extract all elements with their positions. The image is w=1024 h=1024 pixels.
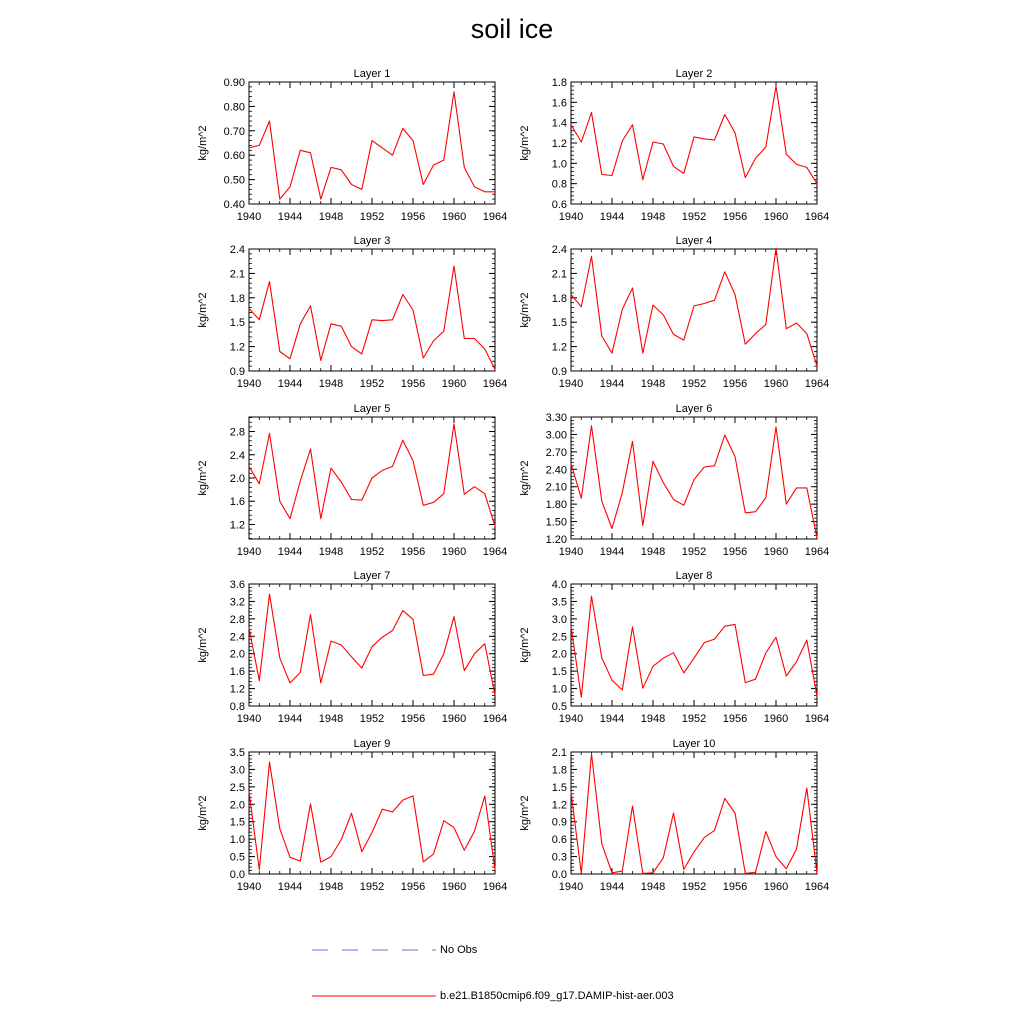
x-tick-label: 1956 (722, 713, 748, 725)
y-tick-label: 2.10 (545, 481, 567, 494)
x-tick-label: 1956 (722, 378, 748, 390)
series-line (571, 248, 817, 366)
y-tick-label: 0.5 (551, 701, 567, 713)
series-line (249, 266, 495, 369)
y-tick-label: 0.50 (223, 174, 245, 187)
x-tick-label: 1944 (599, 378, 625, 390)
plot-frame (571, 82, 817, 204)
y-tick-label: 1.2 (551, 138, 567, 150)
y-axis-label: kg/m^2 (197, 125, 209, 161)
x-tick-label: 1948 (318, 378, 344, 390)
y-tick-label: 3.5 (551, 596, 567, 609)
y-tick-label: 2.4 (229, 449, 245, 462)
y-tick-label: 1.5 (551, 317, 567, 330)
y-tick-label: 1.2 (229, 683, 245, 696)
y-tick-label: 2.1 (229, 268, 245, 281)
x-tick-label: 1940 (558, 211, 584, 223)
x-tick-label: 1944 (599, 881, 625, 893)
y-tick-label: 1.50 (545, 516, 567, 529)
panel-title: Layer 6 (675, 403, 713, 415)
x-tick-label: 1952 (681, 211, 707, 223)
chart-panel-1 (197, 68, 507, 223)
y-tick-label: 0.3 (551, 851, 567, 864)
y-tick-label: 1.8 (229, 292, 245, 305)
x-tick-label: 1948 (318, 546, 344, 558)
x-tick-label: 1944 (599, 546, 625, 558)
x-tick-label: 1956 (400, 378, 426, 390)
x-tick-label: 1952 (681, 546, 707, 558)
y-tick-label: 2.1 (551, 747, 567, 759)
y-tick-label: 3.5 (229, 747, 245, 759)
chart-panel-7 (197, 570, 507, 725)
y-axis-label: kg/m^2 (519, 627, 531, 663)
y-tick-label: 3.2 (229, 596, 245, 609)
chart-panel-5 (197, 403, 507, 558)
x-tick-label: 1952 (681, 881, 707, 893)
page-title: soil ice (470, 14, 554, 44)
x-tick-label: 1944 (599, 211, 625, 223)
x-tick-label: 1948 (640, 211, 666, 223)
y-tick-label: 1.8 (551, 292, 567, 305)
y-tick-label: 0.6 (551, 199, 567, 211)
y-tick-label: 0.80 (223, 101, 245, 114)
x-tick-label: 1956 (722, 881, 748, 893)
x-tick-label: 1960 (763, 211, 789, 223)
panel-title: Layer 10 (672, 738, 716, 750)
x-tick-label: 1964 (804, 881, 830, 893)
x-tick-label: 1944 (277, 546, 303, 558)
panel-title: Layer 1 (353, 68, 391, 80)
x-tick-label: 1960 (763, 546, 789, 558)
x-tick-label: 1956 (400, 546, 426, 558)
x-tick-label: 1960 (441, 881, 467, 893)
series-line (571, 596, 817, 697)
y-tick-label: 0.8 (551, 178, 567, 191)
y-tick-label: 3.00 (545, 429, 567, 442)
x-tick-label: 1944 (277, 378, 303, 390)
y-tick-label: 1.4 (551, 117, 567, 130)
plot-frame (571, 752, 817, 874)
legend-item-no-obs (312, 940, 477, 960)
x-tick-label: 1948 (640, 546, 666, 558)
y-tick-label: 2.0 (229, 473, 245, 485)
plot-frame (249, 584, 495, 706)
x-tick-label: 1952 (359, 546, 385, 558)
y-tick-label: 1.5 (551, 666, 567, 679)
x-tick-label: 1952 (681, 713, 707, 725)
y-tick-label: 1.20 (545, 534, 567, 546)
y-tick-label: 0.40 (223, 199, 245, 211)
y-tick-label: 1.5 (551, 781, 567, 794)
x-tick-label: 1956 (400, 713, 426, 725)
y-tick-label: 1.8 (551, 764, 567, 777)
y-tick-label: 0.60 (223, 150, 245, 163)
x-tick-label: 1964 (804, 546, 830, 558)
plot-frame (571, 249, 817, 371)
plot-frame (249, 752, 495, 874)
y-axis-label: kg/m^2 (197, 627, 209, 663)
x-tick-label: 1940 (236, 378, 262, 390)
x-tick-label: 1948 (318, 881, 344, 893)
x-tick-label: 1944 (599, 713, 625, 725)
y-tick-label: 2.0 (229, 799, 245, 812)
y-axis-label: kg/m^2 (519, 292, 531, 328)
legend-swatch-solid (312, 986, 436, 1006)
chart-panel-4 (519, 235, 829, 390)
series-line (249, 92, 495, 199)
y-tick-label: 2.40 (545, 464, 567, 477)
x-tick-label: 1956 (400, 211, 426, 223)
y-tick-label: 3.6 (229, 579, 245, 591)
x-tick-label: 1960 (441, 378, 467, 390)
y-tick-label: 3.0 (551, 613, 567, 626)
x-tick-label: 1944 (277, 713, 303, 725)
plot-frame (571, 417, 817, 539)
y-axis-label: kg/m^2 (519, 795, 531, 831)
y-tick-label: 0.8 (229, 701, 245, 713)
y-tick-label: 0.9 (229, 366, 245, 378)
y-tick-label: 0.70 (223, 125, 245, 138)
y-tick-label: 0.90 (223, 77, 245, 89)
chart-panel-6 (519, 403, 829, 558)
y-tick-label: 1.6 (229, 666, 245, 679)
y-tick-label: 1.2 (551, 799, 567, 812)
y-tick-label: 1.0 (229, 834, 245, 847)
panel-title: Layer 2 (675, 68, 713, 80)
series-line (571, 754, 817, 874)
legend-item-model (312, 986, 674, 1006)
x-tick-label: 1940 (558, 881, 584, 893)
x-tick-label: 1940 (236, 713, 262, 725)
x-tick-label: 1960 (763, 713, 789, 725)
x-tick-label: 1964 (482, 881, 508, 893)
series-line (249, 424, 495, 526)
y-axis-label: kg/m^2 (519, 460, 531, 496)
x-tick-label: 1960 (441, 211, 467, 223)
y-tick-label: 1.0 (551, 683, 567, 696)
y-tick-label: 0.9 (551, 366, 567, 378)
y-tick-label: 3.0 (229, 764, 245, 777)
x-tick-label: 1948 (318, 713, 344, 725)
y-axis-label: kg/m^2 (197, 292, 209, 328)
chart-panel-8 (519, 570, 829, 725)
legend-swatch-dashed (312, 940, 436, 960)
panel-title: Layer 7 (353, 570, 391, 582)
y-tick-label: 1.6 (229, 496, 245, 509)
y-tick-label: 1.2 (229, 519, 245, 532)
panel-title: Layer 9 (353, 738, 391, 750)
chart-panel-9 (197, 738, 507, 893)
y-tick-label: 2.8 (229, 426, 245, 439)
y-tick-label: 2.5 (551, 631, 567, 644)
x-tick-label: 1960 (763, 881, 789, 893)
y-tick-label: 2.0 (551, 648, 567, 661)
x-tick-label: 1952 (359, 378, 385, 390)
x-tick-label: 1940 (236, 546, 262, 558)
chart-panel-2 (519, 68, 829, 223)
x-tick-label: 1964 (804, 378, 830, 390)
x-tick-label: 1940 (558, 378, 584, 390)
x-tick-label: 1960 (441, 713, 467, 725)
y-tick-label: 2.0 (229, 648, 245, 661)
x-tick-label: 1940 (236, 211, 262, 223)
y-tick-label: 1.80 (545, 499, 567, 512)
y-tick-label: 2.70 (545, 446, 567, 459)
series-line (571, 426, 817, 538)
y-tick-label: 1.5 (229, 816, 245, 829)
y-axis-label: kg/m^2 (197, 795, 209, 831)
chart-panel-10 (519, 738, 829, 893)
y-tick-label: 0.9 (551, 816, 567, 829)
y-tick-label: 2.4 (551, 244, 567, 256)
x-tick-label: 1960 (763, 378, 789, 390)
x-tick-label: 1940 (236, 881, 262, 893)
y-tick-label: 1.8 (551, 77, 567, 89)
series-line (249, 594, 495, 695)
x-tick-label: 1956 (400, 881, 426, 893)
y-tick-label: 0.6 (551, 834, 567, 847)
x-tick-label: 1940 (558, 546, 584, 558)
y-tick-label: 2.5 (229, 781, 245, 794)
panel-title: Layer 8 (675, 570, 713, 582)
y-tick-label: 2.1 (551, 268, 567, 281)
y-axis-label: kg/m^2 (519, 125, 531, 161)
panel-title: Layer 4 (675, 235, 713, 247)
x-tick-label: 1944 (277, 881, 303, 893)
y-tick-label: 2.8 (229, 613, 245, 626)
y-tick-label: 0.0 (229, 869, 245, 881)
y-tick-label: 0.5 (229, 851, 245, 864)
x-tick-label: 1960 (441, 546, 467, 558)
y-axis-label: kg/m^2 (197, 460, 209, 496)
x-tick-label: 1952 (359, 211, 385, 223)
series-line (249, 762, 495, 870)
x-tick-label: 1944 (277, 211, 303, 223)
y-tick-label: 2.4 (229, 244, 245, 256)
x-tick-label: 1940 (558, 713, 584, 725)
x-tick-label: 1956 (722, 546, 748, 558)
y-tick-label: 2.4 (229, 631, 245, 644)
x-tick-label: 1964 (804, 713, 830, 725)
y-tick-label: 1.5 (229, 317, 245, 330)
x-tick-label: 1956 (722, 211, 748, 223)
x-tick-label: 1948 (318, 211, 344, 223)
panel-title: Layer 3 (353, 235, 391, 247)
series-line (571, 86, 817, 184)
x-tick-label: 1964 (482, 378, 508, 390)
y-tick-label: 1.6 (551, 97, 567, 110)
x-tick-label: 1948 (640, 378, 666, 390)
x-tick-label: 1964 (804, 211, 830, 223)
x-tick-label: 1948 (640, 713, 666, 725)
x-tick-label: 1952 (359, 713, 385, 725)
plot-frame (249, 249, 495, 371)
y-tick-label: 1.2 (551, 341, 567, 354)
x-tick-label: 1964 (482, 546, 508, 558)
legend-label-no-obs: No Obs (440, 944, 478, 956)
y-tick-label: 1.0 (551, 158, 567, 171)
x-tick-label: 1964 (482, 211, 508, 223)
legend-label-model: b.e21.B1850cmip6.f09_g17.DAMIP-hist-aer.003 (440, 990, 674, 1002)
y-tick-label: 1.2 (229, 341, 245, 354)
x-tick-label: 1964 (482, 713, 508, 725)
y-tick-label: 0.0 (551, 869, 567, 881)
x-tick-label: 1952 (359, 881, 385, 893)
y-tick-label: 3.30 (545, 412, 567, 424)
x-tick-label: 1948 (640, 881, 666, 893)
panel-title: Layer 5 (353, 403, 391, 415)
plot-frame (571, 584, 817, 706)
chart-panel-3 (197, 235, 507, 390)
y-tick-label: 4.0 (551, 579, 567, 591)
x-tick-label: 1952 (681, 378, 707, 390)
